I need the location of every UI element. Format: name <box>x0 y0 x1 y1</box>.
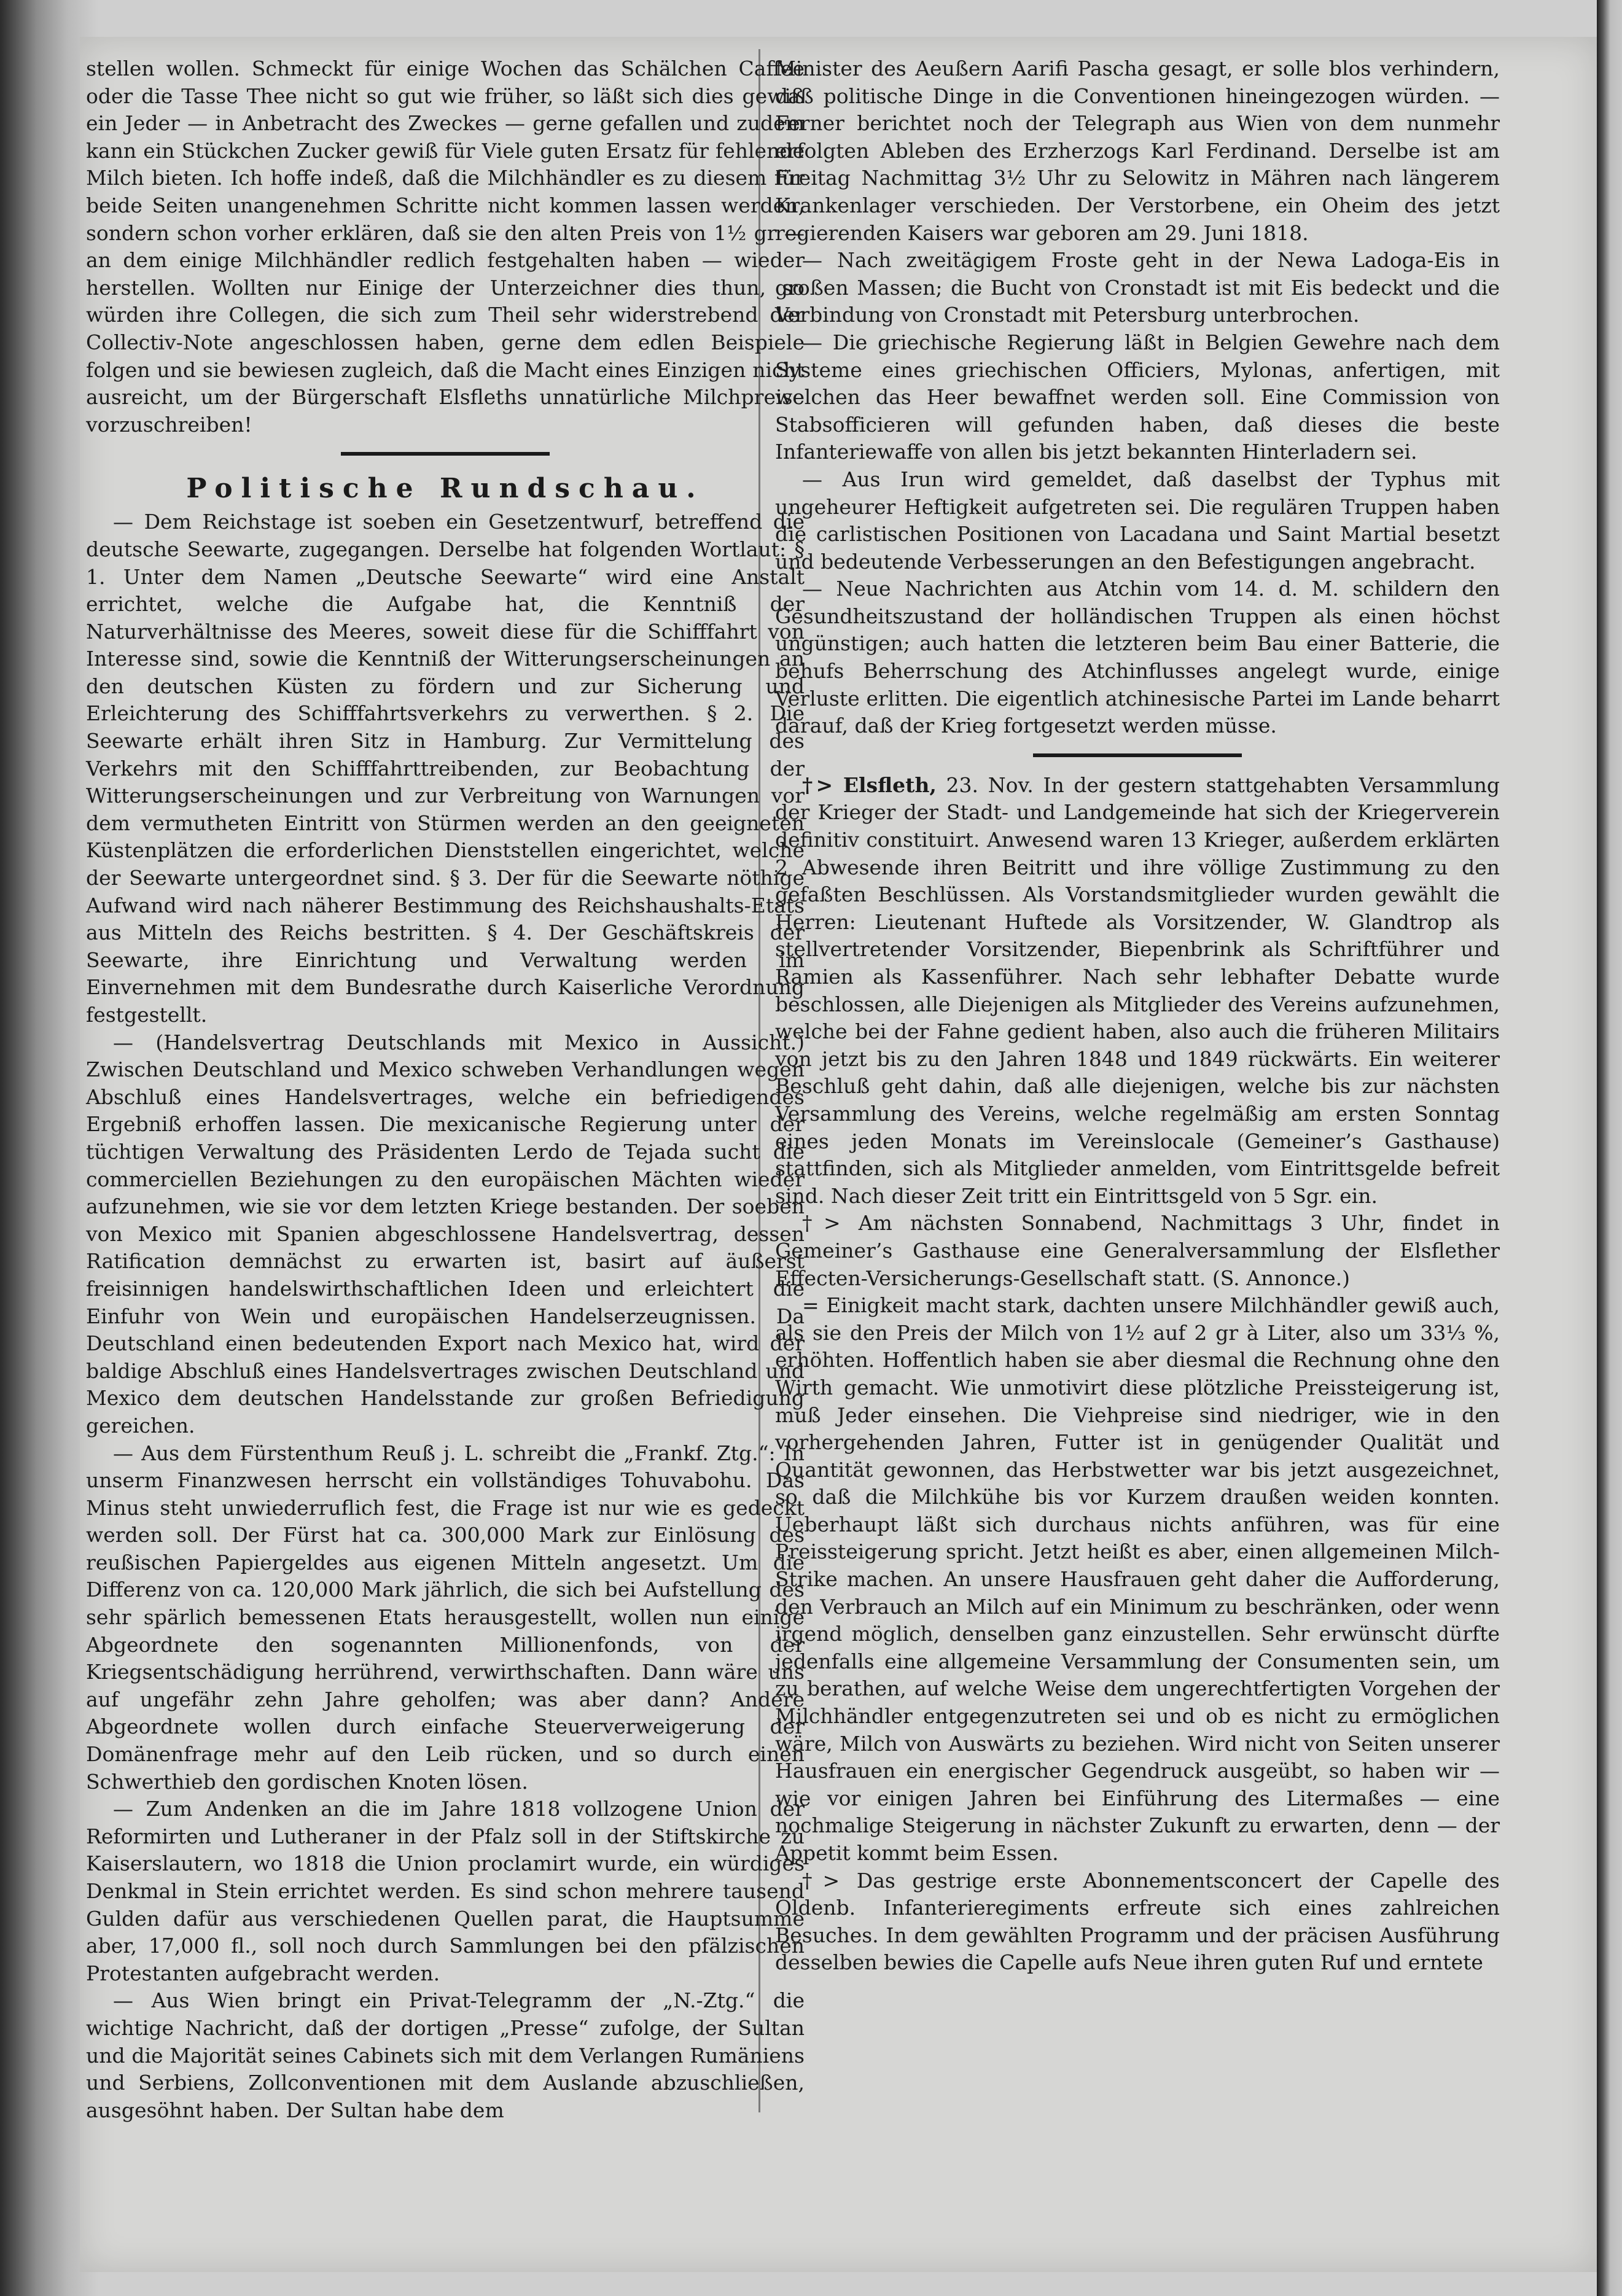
article-atchin: — Neue Nachrichten aus Atchin vom 14. d. M. schildern den Gesundheitszustand der holländischen Truppen als einen höchst ungünstigen; auch hatten die letzteren beim Bau einer Batterie, die behufs Beherrschung des Atchinflusses angelegt wurde, einige Verluste erlitten. Die eigentlich atchinesische Partei im Lande beharrt darauf, daß der Krieg fortgesetzt werden müsse. <box>775 577 1500 738</box>
section-rule <box>341 452 550 456</box>
article-elsfleth-kriegerverein <box>775 772 1500 1210</box>
right-column <box>775 55 1500 1977</box>
dateline: †> Elsfleth, <box>802 772 937 797</box>
article-union-pfalz: — Zum Andenken an die im Jahre 1818 vollzogene Union der Reformirten und Lutheraner in der Pfalz soll in der Stiftskirche zu Kaiserslautern, wo 1818 die Union proclamirt wurde, ein würdiges Denkmal in Stein errichtet werden. Es sind schon mehrere tausend Gulden dafür aus verschiedenen Quellen parat, die Hauptsumme aber, 17,000 fl., soll noch durch Sammlungen bei den pfälzischen Protestanten aufgebracht werden. <box>86 1797 805 1985</box>
local-news-rule <box>1033 753 1242 757</box>
article-handelsvertrag: — (Handelsvertrag Deutschlands mit Mexico in Aussicht.) Zwischen Deutschland und Mexico schweben Verhandlungen wegen Abschluß eines Handelsvertrages, welche ein befriedigendes Ergebniß erhoffen lassen. Die mexicanische Regierung unter der tüchtigen Verwaltung des Präsidenten Lerdo de Tejada sucht die commerciellen Beziehungen zu den europäischen Mächten wieder aufzunehmen, wie sie vor dem letzten Kriege bestanden. Der soeben von Mexico mit Spanien abgeschlossene Handelsvertrag, dessen Ratification demnächst zu erwarten ist, basirt auf äußerst freisinnigen handelswirthschaftlichen Ideen und erleichtert die Einfuhr von Wein und europäischen Handelserzeugnissen. Da Deutschland einen bedeutenden Export nach Mexico hat, wird der baldige Abschluß eines Handelsvertrages zwischen Deutschland und Mexico dem deutschen Handelsstande zur großen Befriedigung gereichen. <box>86 1030 805 1438</box>
left-column <box>86 55 805 2124</box>
article-generalversammlung: †> Am nächsten Sonnabend, Nachmittags 3 Uhr, findet in Gemeiner’s Gasthause eine Generalversammlung der Elsflether Effecten-Versicherungs-Gesellschaft statt. (S. Annonce.) <box>775 1211 1500 1290</box>
section-heading: Politische Rundschau. <box>186 473 704 505</box>
article-elsfleth-text: 23. Nov. In der gestern stattgehabten Versammlung der Krieger der Stadt- und Landgemeinde hat sich der Kriegerverein definitiv constituirt. Anwesend waren 13 Krieger, außerdem erklärten 2 Abwesende ihren Beitritt und ihre völlige Zustimmung zu den gefaßten Beschlüssen. Als Vorstandsmitglieder wurden gewählt die Herren: Lieutenant Huftede als Vorsitzender, W. Glandtrop als stellvertretender Vorsitzender, Biepenbrink als Schriftführer und Ramien als Kassenführer. Nach sehr lebhafter Debatte wurde beschlossen, alle Diejenigen als Mitglieder des Vereins aufzunehmen, welche bei der Fahne gedient haben, also auch die früheren Militairs von jetzt bis zu den Jahren 1848 und 1849 rückwärts. Ein weiterer Beschluß geht dahin, daß alle diejenigen, welche bis zur nächsten Versammlung des Vereins, welche regelmäßig am ersten Sonntag eines jeden Monats im Vereinslocale (Gemeiner’s Gasthause) stattfinden, sich als Mitglieder anmelden, vom Eintrittsgelde befreit sind. Nach dieser Zeit tritt ein Eintrittsgeld von 5 Sgr. ein. <box>775 772 1500 1208</box>
article-concert: †> Das gestrige erste Abonnementsconcert der Capelle des Oldenb. Infanterieregiments erfreute sich eines zahlreichen Besuches. In dem gewählten Programm und der präcisen Ausführung desselben bewies die Capelle aufs Neue ihren guten Ruf und erntete <box>775 1868 1500 1975</box>
article-reuss: — Aus dem Fürstenthum Reuß j. L. schreibt die „Frankf. Ztg.“: In unserm Finanzwesen herrscht ein vollständiges Tohuvabohu. Das Minus steht unwiederruflich fest, die Frage ist nur wie es gedeckt werden soll. Der Fürst hat ca. 300,000 Mark zur Einlösung des reußischen Papiergeldes aus eigenen Mitteln angesetzt. Um die Differenz von ca. 120,000 Mark jährlich, die sich bei Aufstellung des sehr spärlich bemessenen Etats herausgestellt, wollen nun einige Abgeordnete den sogenannten Millionenfonds, von der Kriegsentschädigung herrührend, verwirthschaften. Dann wäre uns auf ungefähr zehn Jahre geholfen; was aber dann? Andere Abgeordnete wollen durch einfache Steuerverweigerung der Domänenfrage mehr auf den Leib rücken, und so durch einen Schwerthieb den gordischen Knoten lösen. <box>86 1441 805 1794</box>
article-wien-telegramm: — Aus Wien bringt ein Privat-Telegramm der „N.-Ztg.“ die wichtige Nachricht, daß der dortigen „Presse“ zufolge, der Sultan und die Majorität seines Cabinets sich mit dem Verlangen Rumäniens und Serbiens, Zollconventionen mit dem Auslande abzuschließen, ausgesöhnt haben. Der Sultan habe dem <box>86 1988 805 2122</box>
article-seewarte: — Dem Reichstage ist soeben ein Gesetzentwurf, betreffend die deutsche Seewarte, zugegangen. Derselbe hat folgenden Wortlaut: § 1. Unter dem Namen „Deutsche Seewarte“ wird eine Anstalt errichtet, welche die Aufgabe hat, die Kenntniß der Naturverhältnisse des Meeres, soweit diese für die Schifffahrt von Interesse sind, sowie die Kenntniß der Witterungserscheinungen an den deutschen Küsten zu fördern und zur Sicherung und Erleichterung des Schifffahrtsverkehrs zu verwerthen. § 2. Die Seewarte erhält ihren Sitz in Hamburg. Zur Vermittelung des Verkehrs mit den Schifffahrttreibenden, zur Beobachtung der Witterungserscheinungen und zur Verbreitung von Warnungen vor dem vermutheten Eintritt von Stürmen werden an den geeigneten Küstenplätzen die erforderlichen Dienststellen eingerichtet, welche der Seewarte untergeordnet sind. § 3. Der für die Seewarte nöthige Aufwand wird nach näherer Bestimmung des Reichshaushalts-Etats aus Mitteln des Reichs bestritten. § 4. Der Geschäftskreis der Seewarte, ihre Einrichtung und Verwaltung werden im Einvernehmen mit dem Bundesrathe durch Kaiserliche Verordnung festgestellt. <box>86 510 805 1027</box>
article-irun: — Aus Irun wird gemeldet, daß daselbst der Typhus mit ungeheurer Heftigkeit aufgetreten sei. Die regulären Truppen haben die carlistischen Positionen von Lacadana und Saint Martial besetzt und bedeutende Verbesserungen an den Befestigungen angebracht. <box>775 467 1500 574</box>
intro-paragraph: stellen wollen. Schmeckt für einige Wochen das Schälchen Caffee oder die Tasse Thee nicht so gut wie früher, so läßt sich dies gewiß ein Jeder — in Anbetracht des Zweckes — gerne gefallen und zudem kann ein Stückchen Zucker gewiß für Viele guten Ersatz für fehlende Milch bieten. Ich hoffe indeß, daß die Milchhändler es zu diesem für beide Seiten unangenehmen Schritte nicht kommen lassen werden, sondern schon vorher erklären, daß sie den alten Preis von 1½ gr — an dem einige Milchhändler redlich festgehalten haben — wieder herstellen. Wollten nur Einige der Unterzeichner dies thun, so würden ihre Collegen, die sich zum Theil sehr widerstrebend der Collectiv-Note angeschlossen haben, gerne dem edlen Beispiele folgen und sie bewiesen zugleich, daß die Macht eines Einzigen nicht ausreicht, um der Bürgerschaft Elsfleths unnatürliche Milchpreise vorzuschreiben! <box>86 56 805 437</box>
adjacent-page-edge <box>1597 0 1622 2296</box>
article-continuation: Minister des Aeußern Aarifi Pascha gesagt, er solle blos verhindern, daß politische Dinge in die Conventionen hineingezogen würden. — Ferner berichtet noch der Telegraph aus Wien von dem nunmehr erfolgten Ableben des Erzherzogs Karl Ferdinand. Derselbe ist am Freitag Nachmittag 3½ Uhr zu Selowitz in Mähren nach längerem Krankenlager verschieden. Der Verstorbene, ein Oheim des jetzt regierenden Kaisers war geboren am 29. Juni 1818. <box>775 56 1500 245</box>
article-milchpreise: = Einigkeit macht stark, dachten unsere Milchhändler gewiß auch, als sie den Preis der Milch von 1½ auf 2 gr à Liter, also um 33⅓ %, erhöhten. Hoffentlich haben sie aber diesmal die Rechnung ohne den Wirth gemacht. Wie unmotivirt diese plötzliche Preissteigerung ist, muß Jeder einsehen. Die Viehpreise sind niedriger, wie in den vorhergehenden Jahren, Futter ist in genügender Qualität und Quantität gewonnen, das Herbstwetter war bis jetzt ausgezeichnet, so daß die Milchkühe bis vor Kurzem draußen weiden konnten. Ueberhaupt läßt sich durchaus nichts anführen, was für eine Preissteigerung spricht. Jetzt heißt es aber, einen allgemeinen Milch-Strike machen. An unsere Hausfrauen geht daher die Aufforderung, den Verbrauch an Milch auf ein Minimum zu beschränken, oder wenn irgend möglich, denselben ganz einzustellen. Sehr erwünscht dürfte jedenfalls eine allgemeine Versammlung der Consumenten sein, um zu berathen, auf welche Weise dem ungerechtfertigten Vorgehen der Milchhändler entgegenzutreten sei und ob es nicht zu ermöglichen wäre, Milch von Auswärts zu beziehen. Wird nicht von Seiten unserer Hausfrauen ein energischer Gegendruck ausgeübt, so haben wir — wie vor einigen Jahren bei Einführung des Litermaßes — eine nochmalige Steigerung in nächster Zukunft zu erwarten, denn — der Appetit kommt beim Essen. <box>775 1293 1500 1865</box>
article-newa: — Nach zweitägigem Froste geht in der Newa Ladoga-Eis in großen Massen; die Bucht von Cronstadt ist mit Eis bedeckt und die Verbindung von Cronstadt mit Petersburg unterbrochen. <box>775 248 1500 327</box>
article-griechenland: — Die griechische Regierung läßt in Belgien Gewehre nach dem Systeme eines griechischen Officiers, Mylonas, anfertigen, mit welchen das Heer bewaffnet werden soll. Eine Commission von Stabsofficieren will gefunden haben, daß dieses die beste Infanteriewaffe von allen bis jetzt bekannten Hinterladern sei. <box>775 330 1500 464</box>
